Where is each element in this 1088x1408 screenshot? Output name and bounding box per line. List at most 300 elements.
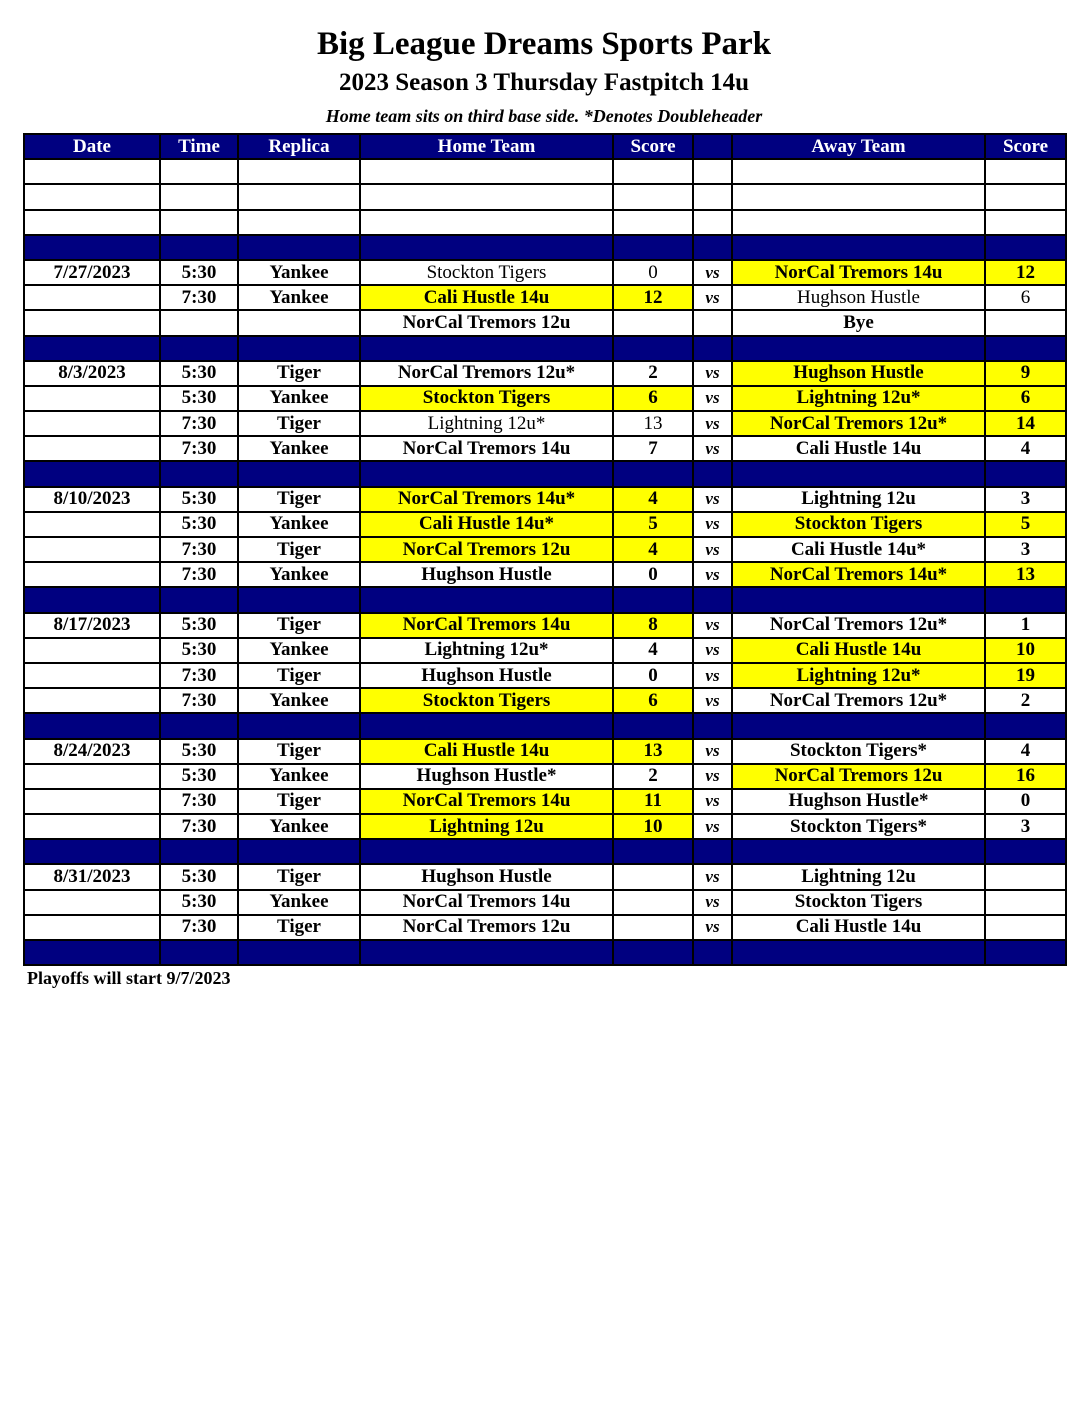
away-score-cell: 5 <box>985 512 1066 537</box>
date-cell: 8/17/2023 <box>24 613 160 638</box>
home-score-cell: 12 <box>613 285 693 310</box>
date-cell <box>24 663 160 688</box>
home-score-cell: 6 <box>613 386 693 411</box>
away-team-cell: NorCal Tremors 12u* <box>732 688 985 713</box>
home-team-cell <box>360 159 613 184</box>
replica-cell: Tiger <box>238 915 360 940</box>
separator-row <box>24 336 1066 361</box>
home-score-cell <box>613 159 693 184</box>
away-team-cell: Lightning 12u <box>732 487 985 512</box>
replica-cell: Yankee <box>238 638 360 663</box>
away-score-cell <box>985 713 1066 738</box>
vs-cell <box>693 310 732 335</box>
away-score-cell <box>985 940 1066 965</box>
away-team-cell <box>732 940 985 965</box>
replica-cell <box>238 713 360 738</box>
time-cell <box>160 587 238 612</box>
away-team-cell: Bye <box>732 310 985 335</box>
home-score-cell <box>613 864 693 889</box>
vs-cell: vs <box>693 864 732 889</box>
away-team-cell: NorCal Tremors 12u <box>732 764 985 789</box>
vs-cell <box>693 159 732 184</box>
date-cell <box>24 159 160 184</box>
blank-row <box>24 210 1066 235</box>
home-score-cell <box>613 713 693 738</box>
replica-cell: Tiger <box>238 739 360 764</box>
away-team-cell: Lightning 12u* <box>732 663 985 688</box>
away-score-cell: 6 <box>985 285 1066 310</box>
home-score-cell <box>613 235 693 260</box>
vs-cell: vs <box>693 537 732 562</box>
home-score-cell: 5 <box>613 512 693 537</box>
col-vs <box>693 134 732 159</box>
home-score-cell: 7 <box>613 436 693 461</box>
away-score-cell: 19 <box>985 663 1066 688</box>
replica-cell: Yankee <box>238 562 360 587</box>
time-cell <box>160 336 238 361</box>
vs-cell: vs <box>693 260 732 285</box>
vs-cell: vs <box>693 512 732 537</box>
away-score-cell: 3 <box>985 814 1066 839</box>
vs-cell <box>693 587 732 612</box>
date-cell: 8/24/2023 <box>24 739 160 764</box>
replica-cell: Tiger <box>238 361 360 386</box>
vs-cell: vs <box>693 890 732 915</box>
vs-cell <box>693 184 732 209</box>
home-score-cell <box>613 890 693 915</box>
away-team-cell <box>732 587 985 612</box>
away-team-cell: NorCal Tremors 14u* <box>732 562 985 587</box>
vs-cell <box>693 839 732 864</box>
home-team-cell <box>360 184 613 209</box>
replica-cell: Yankee <box>238 512 360 537</box>
time-cell: 5:30 <box>160 487 238 512</box>
home-score-cell <box>613 184 693 209</box>
time-cell: 5:30 <box>160 613 238 638</box>
time-cell: 7:30 <box>160 789 238 814</box>
home-team-cell: NorCal Tremors 12u <box>360 915 613 940</box>
home-score-cell <box>613 210 693 235</box>
replica-cell: Tiger <box>238 613 360 638</box>
time-cell: 7:30 <box>160 436 238 461</box>
away-score-cell: 9 <box>985 361 1066 386</box>
away-score-cell <box>985 336 1066 361</box>
home-team-cell: Hughson Hustle <box>360 663 613 688</box>
home-team-cell: Lightning 12u <box>360 814 613 839</box>
date-cell <box>24 512 160 537</box>
time-cell <box>160 235 238 260</box>
date-cell <box>24 789 160 814</box>
time-cell: 5:30 <box>160 512 238 537</box>
home-team-cell <box>360 713 613 738</box>
away-score-cell: 3 <box>985 487 1066 512</box>
replica-cell <box>238 210 360 235</box>
schedule-note: Home team sits on third base side. *Denotes Doubleheader <box>325 106 763 126</box>
away-team-cell <box>732 839 985 864</box>
col-away-score: Score <box>985 134 1066 159</box>
replica-cell <box>238 336 360 361</box>
date-cell <box>24 587 160 612</box>
away-score-cell: 4 <box>985 739 1066 764</box>
home-team-cell: Lightning 12u* <box>360 638 613 663</box>
replica-cell <box>238 839 360 864</box>
game-row <box>24 864 1066 889</box>
time-cell: 7:30 <box>160 411 238 436</box>
replica-cell: Tiger <box>238 789 360 814</box>
vs-cell: vs <box>693 663 732 688</box>
time-cell: 5:30 <box>160 764 238 789</box>
home-score-cell: 4 <box>613 638 693 663</box>
time-cell <box>160 159 238 184</box>
separator-row <box>24 587 1066 612</box>
game-row <box>24 663 1066 688</box>
date-cell <box>24 638 160 663</box>
game-row <box>24 310 1066 335</box>
home-score-cell <box>613 310 693 335</box>
game-row <box>24 487 1066 512</box>
home-team-cell <box>360 210 613 235</box>
away-score-cell <box>985 159 1066 184</box>
replica-cell <box>238 461 360 486</box>
home-team-cell: Stockton Tigers <box>360 260 613 285</box>
home-team-cell: NorCal Tremors 14u <box>360 890 613 915</box>
separator-row <box>24 839 1066 864</box>
away-score-cell: 13 <box>985 562 1066 587</box>
away-score-cell <box>985 839 1066 864</box>
date-cell <box>24 562 160 587</box>
date-cell: 8/10/2023 <box>24 487 160 512</box>
time-cell: 5:30 <box>160 386 238 411</box>
vs-cell <box>693 235 732 260</box>
home-score-cell: 10 <box>613 814 693 839</box>
away-score-cell <box>985 461 1066 486</box>
home-team-cell <box>360 235 613 260</box>
game-row <box>24 613 1066 638</box>
date-cell <box>24 764 160 789</box>
date-cell <box>24 839 160 864</box>
home-team-cell: Hughson Hustle* <box>360 764 613 789</box>
vs-cell <box>693 713 732 738</box>
replica-cell <box>238 587 360 612</box>
home-score-cell: 0 <box>613 562 693 587</box>
away-score-cell <box>985 310 1066 335</box>
away-score-cell: 14 <box>985 411 1066 436</box>
away-score-cell: 2 <box>985 688 1066 713</box>
separator-row <box>24 713 1066 738</box>
home-score-cell: 4 <box>613 487 693 512</box>
time-cell: 5:30 <box>160 890 238 915</box>
home-score-cell: 13 <box>613 411 693 436</box>
date-cell <box>24 461 160 486</box>
home-team-cell: NorCal Tremors 14u <box>360 436 613 461</box>
time-cell <box>160 940 238 965</box>
replica-cell: Yankee <box>238 285 360 310</box>
home-score-cell: 6 <box>613 688 693 713</box>
away-team-cell <box>732 184 985 209</box>
vs-cell: vs <box>693 487 732 512</box>
date-cell <box>24 235 160 260</box>
home-score-cell: 8 <box>613 613 693 638</box>
replica-cell <box>238 940 360 965</box>
game-row <box>24 386 1066 411</box>
game-row <box>24 638 1066 663</box>
vs-cell: vs <box>693 915 732 940</box>
time-cell: 5:30 <box>160 260 238 285</box>
date-cell <box>24 210 160 235</box>
home-team-cell: Cali Hustle 14u <box>360 285 613 310</box>
separator-row <box>24 940 1066 965</box>
game-row <box>24 260 1066 285</box>
away-team-cell: Stockton Tigers* <box>732 739 985 764</box>
separator-row <box>24 235 1066 260</box>
away-score-cell <box>985 890 1066 915</box>
schedule-table <box>23 133 1067 966</box>
home-team-cell <box>360 587 613 612</box>
replica-cell <box>238 184 360 209</box>
col-home-team: Home Team <box>360 134 613 159</box>
time-cell: 7:30 <box>160 814 238 839</box>
vs-cell: vs <box>693 361 732 386</box>
time-cell <box>160 461 238 486</box>
page-subtitle: 2023 Season 3 Thursday Fastpitch 14u <box>338 69 750 96</box>
date-cell <box>24 688 160 713</box>
date-cell <box>24 411 160 436</box>
replica-cell <box>238 310 360 335</box>
vs-cell: vs <box>693 411 732 436</box>
vs-cell <box>693 210 732 235</box>
vs-cell <box>693 461 732 486</box>
away-team-cell: Cali Hustle 14u <box>732 915 985 940</box>
away-team-cell: Stockton Tigers* <box>732 814 985 839</box>
home-team-cell <box>360 461 613 486</box>
game-row <box>24 890 1066 915</box>
away-score-cell: 16 <box>985 764 1066 789</box>
vs-cell <box>693 940 732 965</box>
date-cell <box>24 386 160 411</box>
home-team-cell: Stockton Tigers <box>360 386 613 411</box>
game-row <box>24 285 1066 310</box>
away-score-cell: 10 <box>985 638 1066 663</box>
replica-cell <box>238 159 360 184</box>
away-team-cell: Cali Hustle 14u* <box>732 537 985 562</box>
away-score-cell <box>985 184 1066 209</box>
game-row <box>24 562 1066 587</box>
home-score-cell: 0 <box>613 260 693 285</box>
time-cell: 5:30 <box>160 864 238 889</box>
col-date: Date <box>24 134 160 159</box>
replica-cell <box>238 235 360 260</box>
game-row <box>24 915 1066 940</box>
time-cell: 5:30 <box>160 361 238 386</box>
date-cell <box>24 184 160 209</box>
away-team-cell: Stockton Tigers <box>732 512 985 537</box>
date-cell <box>24 915 160 940</box>
game-row <box>24 512 1066 537</box>
home-team-cell: NorCal Tremors 14u <box>360 789 613 814</box>
away-score-cell: 4 <box>985 436 1066 461</box>
date-cell: 8/3/2023 <box>24 361 160 386</box>
home-score-cell <box>613 461 693 486</box>
replica-cell: Tiger <box>238 487 360 512</box>
game-row <box>24 411 1066 436</box>
vs-cell: vs <box>693 562 732 587</box>
game-row <box>24 814 1066 839</box>
blank-row <box>24 159 1066 184</box>
home-team-cell: NorCal Tremors 12u <box>360 537 613 562</box>
time-cell: 7:30 <box>160 663 238 688</box>
date-cell <box>24 814 160 839</box>
date-cell <box>24 336 160 361</box>
game-row <box>24 436 1066 461</box>
home-team-cell <box>360 940 613 965</box>
home-score-cell: 0 <box>613 663 693 688</box>
home-team-cell: NorCal Tremors 12u* <box>360 361 613 386</box>
game-row <box>24 764 1066 789</box>
home-score-cell <box>613 839 693 864</box>
date-cell <box>24 537 160 562</box>
away-score-cell <box>985 210 1066 235</box>
away-team-cell <box>732 210 985 235</box>
home-score-cell: 4 <box>613 537 693 562</box>
schedule-header <box>24 134 1066 159</box>
page-title: Big League Dreams Sports Park <box>316 26 772 62</box>
home-team-cell: Hughson Hustle <box>360 562 613 587</box>
col-time: Time <box>160 134 238 159</box>
away-score-cell: 3 <box>985 537 1066 562</box>
replica-cell: Yankee <box>238 890 360 915</box>
replica-cell: Tiger <box>238 537 360 562</box>
home-team-cell: Cali Hustle 14u <box>360 739 613 764</box>
time-cell <box>160 310 238 335</box>
away-score-cell <box>985 587 1066 612</box>
home-score-cell: 11 <box>613 789 693 814</box>
game-row <box>24 739 1066 764</box>
away-team-cell: Cali Hustle 14u <box>732 436 985 461</box>
away-score-cell <box>985 915 1066 940</box>
date-cell <box>24 285 160 310</box>
date-cell <box>24 436 160 461</box>
col-replica: Replica <box>238 134 360 159</box>
time-cell <box>160 713 238 738</box>
vs-cell: vs <box>693 789 732 814</box>
away-team-cell: NorCal Tremors 14u <box>732 260 985 285</box>
away-team-cell: NorCal Tremors 12u* <box>732 613 985 638</box>
game-row <box>24 688 1066 713</box>
date-cell: 8/31/2023 <box>24 864 160 889</box>
time-cell: 7:30 <box>160 285 238 310</box>
time-cell: 7:30 <box>160 537 238 562</box>
away-team-cell: Lightning 12u <box>732 864 985 889</box>
replica-cell: Yankee <box>238 764 360 789</box>
header-row <box>24 134 1066 159</box>
away-team-cell: Lightning 12u* <box>732 386 985 411</box>
vs-cell: vs <box>693 436 732 461</box>
col-home-score: Score <box>613 134 693 159</box>
replica-cell: Tiger <box>238 663 360 688</box>
away-team-cell: NorCal Tremors 12u* <box>732 411 985 436</box>
home-team-cell <box>360 336 613 361</box>
col-away-team: Away Team <box>732 134 985 159</box>
date-cell <box>24 713 160 738</box>
time-cell: 7:30 <box>160 688 238 713</box>
away-team-cell: Stockton Tigers <box>732 890 985 915</box>
home-score-cell: 2 <box>613 361 693 386</box>
vs-cell: vs <box>693 386 732 411</box>
date-cell <box>24 940 160 965</box>
vs-cell: vs <box>693 739 732 764</box>
away-score-cell <box>985 864 1066 889</box>
game-row <box>24 789 1066 814</box>
away-team-cell: Cali Hustle 14u <box>732 638 985 663</box>
date-cell <box>24 890 160 915</box>
replica-cell: Tiger <box>238 411 360 436</box>
home-score-cell <box>613 915 693 940</box>
away-score-cell: 6 <box>985 386 1066 411</box>
away-score-cell: 12 <box>985 260 1066 285</box>
schedule-body <box>24 159 1066 965</box>
home-score-cell <box>613 940 693 965</box>
home-team-cell: NorCal Tremors 14u <box>360 613 613 638</box>
away-team-cell <box>732 159 985 184</box>
home-score-cell <box>613 587 693 612</box>
game-row <box>24 537 1066 562</box>
away-team-cell: Hughson Hustle <box>732 361 985 386</box>
home-score-cell: 2 <box>613 764 693 789</box>
vs-cell: vs <box>693 688 732 713</box>
home-team-cell: Cali Hustle 14u* <box>360 512 613 537</box>
replica-cell: Yankee <box>238 688 360 713</box>
away-team-cell <box>732 235 985 260</box>
away-score-cell: 0 <box>985 789 1066 814</box>
home-team-cell: Lightning 12u* <box>360 411 613 436</box>
replica-cell: Yankee <box>238 260 360 285</box>
vs-cell: vs <box>693 613 732 638</box>
playoffs-note: Playoffs will start 9/7/2023 <box>27 968 231 988</box>
date-cell <box>24 310 160 335</box>
home-team-cell: NorCal Tremors 14u* <box>360 487 613 512</box>
vs-cell: vs <box>693 814 732 839</box>
game-row <box>24 361 1066 386</box>
away-team-cell: Hughson Hustle <box>732 285 985 310</box>
home-score-cell <box>613 336 693 361</box>
away-team-cell <box>732 713 985 738</box>
replica-cell: Yankee <box>238 386 360 411</box>
time-cell: 7:30 <box>160 562 238 587</box>
home-team-cell: NorCal Tremors 12u <box>360 310 613 335</box>
away-team-cell <box>732 336 985 361</box>
time-cell <box>160 210 238 235</box>
time-cell: 7:30 <box>160 915 238 940</box>
away-team-cell: Hughson Hustle* <box>732 789 985 814</box>
vs-cell: vs <box>693 285 732 310</box>
time-cell <box>160 184 238 209</box>
home-score-cell: 13 <box>613 739 693 764</box>
away-score-cell <box>985 235 1066 260</box>
time-cell: 5:30 <box>160 638 238 663</box>
time-cell: 5:30 <box>160 739 238 764</box>
replica-cell: Tiger <box>238 864 360 889</box>
date-cell: 7/27/2023 <box>24 260 160 285</box>
blank-row <box>24 184 1066 209</box>
home-team-cell <box>360 839 613 864</box>
time-cell <box>160 839 238 864</box>
vs-cell: vs <box>693 638 732 663</box>
separator-row <box>24 461 1066 486</box>
replica-cell: Yankee <box>238 436 360 461</box>
home-team-cell: Stockton Tigers <box>360 688 613 713</box>
away-team-cell <box>732 461 985 486</box>
replica-cell: Yankee <box>238 814 360 839</box>
